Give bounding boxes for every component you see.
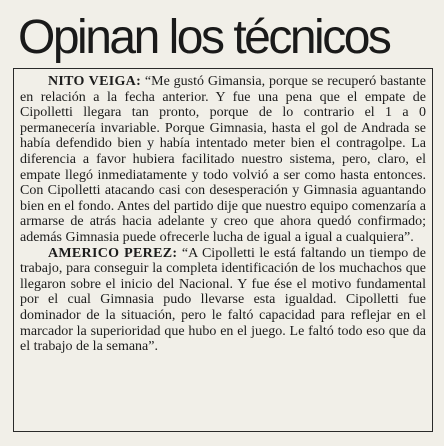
article-title: Opinan los técnicos: [18, 11, 390, 64]
quote-text: “Me gustó Gimansia, porque se recuperó bastante en relación a la fecha anterior. Y fue una pena que el empate de Cipolletti llegara tan pronto, porque de lo contrario el 1 a 0 permanecería invariable. Porque Gimnasia, hasta el gol de Andrada se había defendido bien y había intentado meter bien el contragolpe. La diferencia a favor hubiera facilitado nuestro sistema, pero, claro, el empate llegó inmediatamente y todo volvió a ser como hasta entonces. Con Cipolletti atacando casi con desesperación y Gimnasia aguantando bien en el fondo. Antes del partido dije que nuestro equipo comenzaría a armarse de atrás hacia adelante y creo que ahora quedó confirmado; además Gimnasia puede ofrecerle lucha de igual a igual a cualquiera”.: [20, 74, 426, 245]
quote-text: “A Cipolletti le está faltando un tiempo de trabajo, para conseguir la completa identificación de los muchachos que llegaron sobre el inicio del Nacional. Y fue ése el motivo fundamental por el cual Gimnasia pudo llevarse esta igualdad. Cipolletti fue dominador de la situación, pero le faltó capacidad para reflejar en el marcador la superioridad que hubo en el juego. Le faltó todo eso que da el trabajo de la semana”.: [20, 245, 426, 355]
article-box: [13, 68, 433, 432]
paragraph-nito-veiga: [20, 74, 426, 246]
speaker-name: AMERICO PEREZ:: [48, 245, 178, 261]
speaker-name: NITO VEIGA:: [48, 74, 142, 89]
paragraph-americo-perez: [20, 246, 426, 355]
